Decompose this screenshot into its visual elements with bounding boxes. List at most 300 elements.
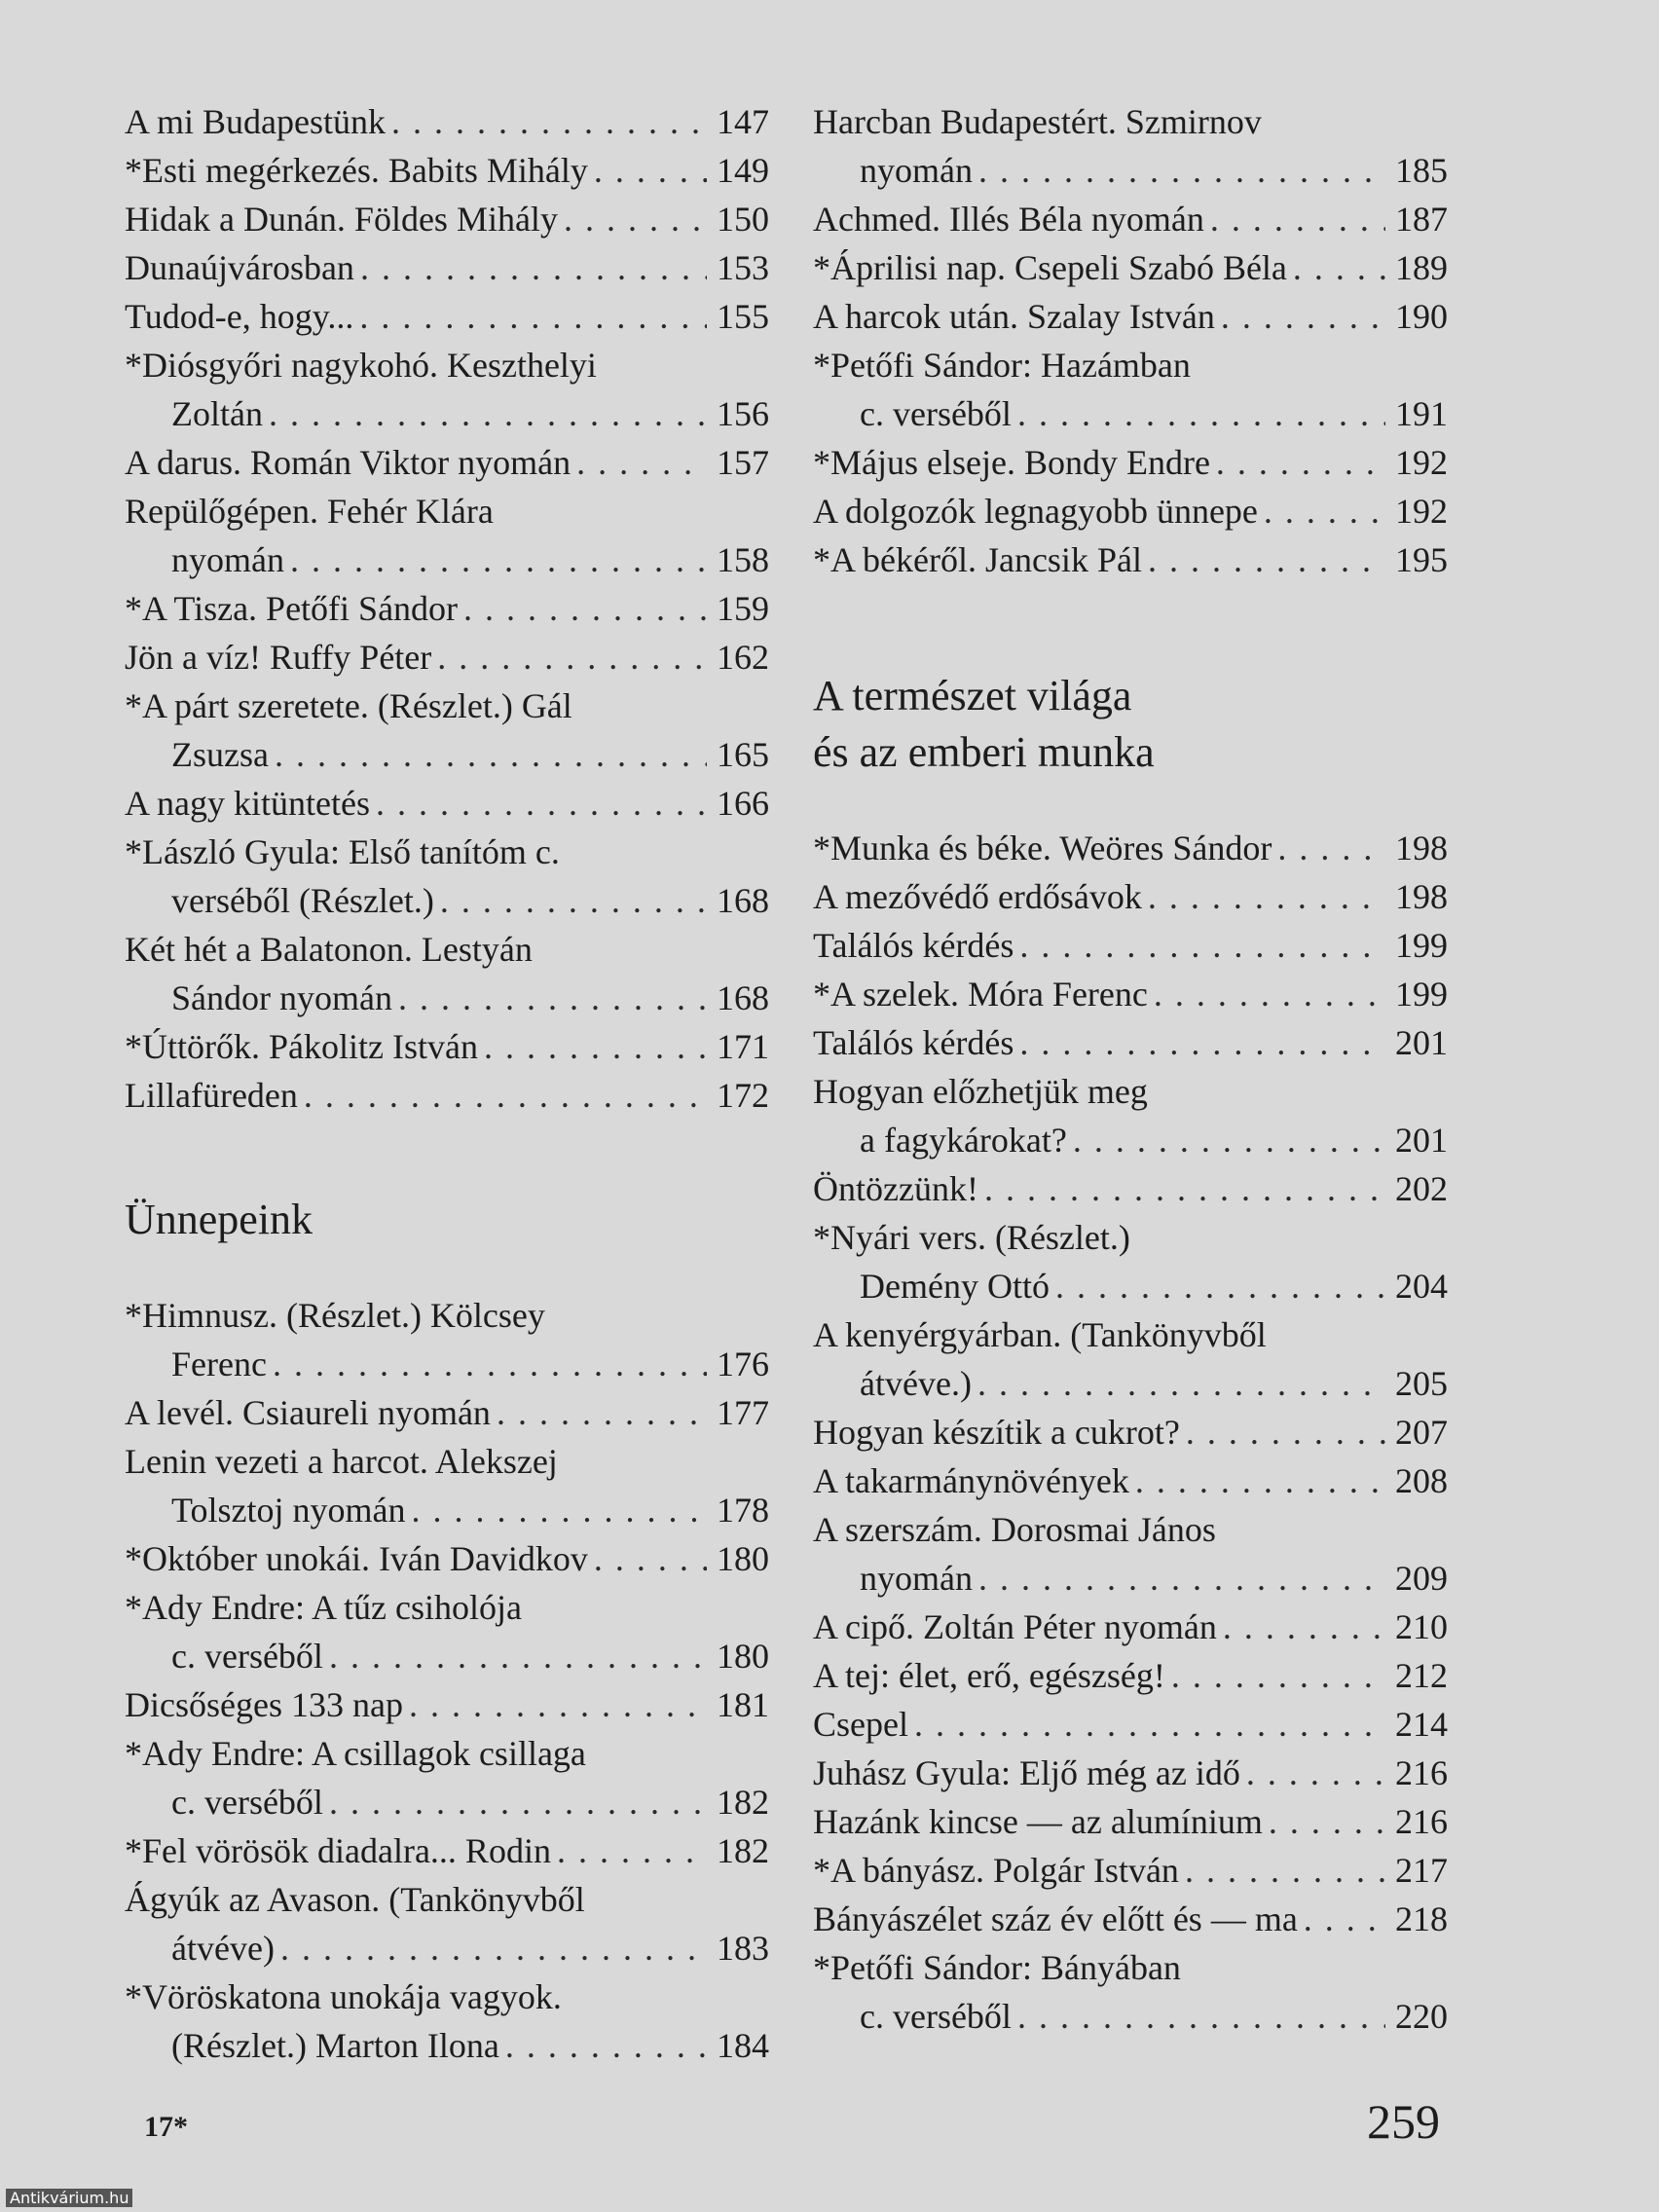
toc-entry (813, 487, 1448, 535)
toc-entry-title: *Petőfi Sándor: Hazámban (813, 346, 1191, 385)
toc-entry-line (813, 341, 1448, 389)
toc-entry-title: Juhász Gyula: Eljő még az idő (813, 1753, 1240, 1792)
toc-entry (125, 633, 769, 682)
toc-page-number: 168 (717, 881, 769, 920)
toc-page-number: 195 (1395, 540, 1448, 579)
dot-leader (411, 1486, 707, 1534)
toc-page-number: 207 (1395, 1413, 1448, 1452)
dot-leader (290, 535, 707, 584)
dot-leader (914, 1700, 1385, 1749)
toc-entry-title: A kenyérgyárban. (Tankönyvből (813, 1315, 1267, 1354)
dot-leader (984, 1164, 1385, 1213)
toc-entry (813, 535, 1448, 584)
toc-page-number: 156 (717, 394, 769, 433)
dot-leader (1293, 243, 1385, 292)
toc-list-top-right (813, 97, 1448, 584)
page-number: 259 (1367, 2094, 1440, 2149)
toc-entry (125, 1583, 769, 1680)
toc-entry-line (813, 146, 1448, 195)
toc-entry-title: verséből (Részlet.) (171, 881, 434, 920)
toc-entry-line (125, 146, 769, 195)
toc-entry (813, 1408, 1448, 1456)
toc-entry-line (813, 1262, 1448, 1310)
dot-leader (1223, 1603, 1385, 1651)
toc-entry (125, 828, 769, 925)
toc-entry-line (125, 535, 769, 584)
toc-entry-title: A takarmánynövények (813, 1461, 1129, 1500)
toc-entry (125, 1826, 769, 1875)
dot-leader (275, 730, 707, 779)
toc-entry-title: *Ady Endre: A csillagok csillaga (125, 1734, 586, 1773)
toc-entry (125, 1680, 769, 1729)
toc-entry-line (813, 1700, 1448, 1749)
toc-entry-title: A dolgozók legnagyobb ünnepe (813, 492, 1258, 531)
toc-entry-line (125, 730, 769, 779)
toc-entry-title: Hogyan előzhetjük meg (813, 1072, 1148, 1111)
toc-page-number: 202 (1395, 1169, 1448, 1208)
dot-leader (1171, 1651, 1385, 1700)
dot-leader (497, 1388, 707, 1437)
toc-entry-line (813, 535, 1448, 584)
toc-entry-line (813, 1164, 1448, 1213)
toc-entry (125, 1972, 769, 2070)
toc-entry-title: Dunaújvárosban (125, 248, 354, 287)
toc-page-number: 204 (1395, 1267, 1448, 1306)
toc-entry (813, 1700, 1448, 1749)
toc-entry (813, 1797, 1448, 1846)
toc-entry-line (125, 1826, 769, 1875)
toc-entry-line (125, 974, 769, 1022)
dot-leader (1073, 1116, 1385, 1164)
toc-page-number: 210 (1395, 1607, 1448, 1646)
toc-entry (125, 341, 769, 438)
toc-entry (125, 1388, 769, 1437)
toc-entry-title: Öntözzünk! (813, 1169, 978, 1208)
toc-entry-title: A szerszám. Dorosmai János (813, 1510, 1216, 1549)
toc-page-number: 184 (717, 2026, 769, 2065)
toc-entry-line (125, 1291, 769, 1340)
dot-leader (1019, 1018, 1385, 1067)
toc-list-termeszet (813, 824, 1448, 2041)
toc-entry-title: A tej: élet, erő, egészség! (813, 1656, 1165, 1695)
dot-leader (329, 1778, 707, 1826)
dot-leader (360, 243, 707, 292)
toc-entry-title: Jön a víz! Ruffy Péter (125, 638, 432, 677)
toc-entry-title: Tudod-e, hogy... (125, 297, 354, 336)
toc-entry (125, 682, 769, 779)
toc-entry-line (125, 1729, 769, 1778)
toc-page-number: 191 (1395, 394, 1448, 433)
toc-entry-title: c. verséből (860, 1997, 1012, 2036)
dot-leader (1019, 921, 1385, 970)
toc-page-number: 198 (1395, 877, 1448, 916)
toc-entry-line (813, 487, 1448, 535)
dot-leader (391, 97, 707, 146)
toc-entry (813, 1943, 1448, 2041)
toc-entry-title: *A békéről. Jancsik Pál (813, 540, 1142, 579)
toc-entry-line (813, 1749, 1448, 1797)
toc-entry-line (125, 1583, 769, 1632)
toc-entry-title: c. verséből (171, 1637, 323, 1676)
toc-entry-line (813, 1895, 1448, 1943)
toc-entry-title: A levél. Csiaureli nyomán (125, 1393, 491, 1432)
toc-entry-line (813, 195, 1448, 243)
toc-entry-title: *Áprilisi nap. Csepeli Szabó Béla (813, 248, 1287, 287)
toc-entry-line (125, 1632, 769, 1680)
dot-leader (484, 1022, 707, 1071)
dot-leader (576, 438, 707, 487)
toc-entry-line (125, 1680, 769, 1729)
toc-entry-title: átvéve) (171, 1929, 275, 1968)
dot-leader (1055, 1262, 1385, 1310)
toc-entry (813, 921, 1448, 970)
watermark: Antikvárium.hu (6, 2189, 132, 2207)
toc-page-number: 212 (1395, 1656, 1448, 1695)
toc-entry-title: Sándor nyomán (171, 978, 392, 1017)
toc-entry-line (813, 438, 1448, 487)
toc-entry-title: *László Gyula: Első tanítóm c. (125, 832, 560, 871)
toc-entry-title: *Ady Endre: A tűz csiholója (125, 1588, 522, 1627)
toc-entry-line (125, 779, 769, 828)
toc-entry (813, 1164, 1448, 1213)
toc-entry-title: *Október unokái. Iván Davidkov (125, 1539, 588, 1578)
toc-entry (125, 146, 769, 195)
toc-entry-line (125, 487, 769, 535)
toc-page-number: 201 (1395, 1023, 1448, 1062)
toc-page-number: 182 (717, 1831, 769, 1870)
toc-entry-line (813, 1018, 1448, 1067)
toc-entry-title: nyomán (860, 151, 973, 190)
toc-entry (125, 195, 769, 243)
dot-leader (1277, 824, 1385, 872)
toc-page-number: 216 (1395, 1802, 1448, 1841)
toc-entry (125, 97, 769, 146)
toc-entry-line (125, 195, 769, 243)
dot-leader (1246, 1749, 1385, 1797)
toc-entry-line (125, 876, 769, 925)
dot-leader (398, 974, 707, 1022)
toc-page-number: 168 (717, 978, 769, 1017)
toc-page-number: 149 (717, 151, 769, 190)
toc-entry-title: A nagy kitüntetés (125, 784, 370, 823)
toc-entry (813, 1310, 1448, 1408)
dot-leader (329, 1632, 707, 1680)
dot-leader (376, 779, 707, 828)
toc-entry-title: Repülőgépen. Fehér Klára (125, 492, 494, 531)
toc-entry-title: a fagykárokat? (860, 1121, 1067, 1160)
toc-entry-title: nyomán (860, 1559, 973, 1598)
toc-entry (125, 1022, 769, 1071)
toc-entry-line (125, 828, 769, 876)
toc-page-number: 180 (717, 1539, 769, 1578)
toc-entry-title: *Himnusz. (Részlet.) Kölcsey (125, 1296, 545, 1335)
toc-entry-title: c. verséből (860, 394, 1012, 433)
toc-page-number: 158 (717, 540, 769, 579)
toc-entry-title: Tolsztoj nyomán (171, 1491, 406, 1530)
toc-entry (813, 292, 1448, 341)
section-title-line2: és az emberi munka (813, 728, 1155, 776)
toc-entry-line (125, 1071, 769, 1120)
toc-entry-line (813, 1359, 1448, 1408)
toc-entry-line (125, 1388, 769, 1437)
toc-list-top-left (125, 97, 769, 1120)
toc-entry-line (813, 1408, 1448, 1456)
toc-entry-title: A cipő. Zoltán Péter nyomán (813, 1607, 1217, 1646)
toc-page-number: 198 (1395, 829, 1448, 867)
toc-entry-line (125, 292, 769, 341)
toc-entry-title: A mezővédő erdősávok (813, 877, 1142, 916)
dot-leader (557, 1826, 707, 1875)
toc-entry-line (813, 97, 1448, 146)
toc-entry-title: *Fel vörösök diadalra... Rodin (125, 1831, 551, 1870)
toc-entry-line (125, 1022, 769, 1071)
toc-entry-title: Találós kérdés (813, 926, 1014, 965)
toc-entry-title: c. verséből (171, 1783, 323, 1822)
toc-entry (813, 872, 1448, 921)
toc-entry (813, 1067, 1448, 1164)
toc-entry-title: *Munka és béke. Weöres Sándor (813, 829, 1272, 867)
dot-leader (1186, 1408, 1385, 1456)
toc-entry-line (813, 1213, 1448, 1262)
toc-page-number: 205 (1395, 1364, 1448, 1403)
dot-leader (978, 1554, 1385, 1603)
signature-mark: 17* (144, 2111, 188, 2143)
toc-list-unnepeink (125, 1291, 769, 2070)
toc-page-number: 180 (717, 1637, 769, 1676)
toc-page-number: 185 (1395, 151, 1448, 190)
toc-page-number: 159 (717, 589, 769, 628)
toc-entry (813, 1018, 1448, 1067)
toc-entry-title: Ágyúk az Avason. (Tankönyvből (125, 1880, 585, 1919)
toc-entry-line (813, 1846, 1448, 1895)
toc-entry-line (125, 1486, 769, 1534)
toc-page-number: 181 (717, 1685, 769, 1724)
toc-entry-title: Lillafüreden (125, 1076, 298, 1115)
dot-leader (273, 1340, 707, 1388)
toc-entry-line (125, 1875, 769, 1924)
toc-entry (125, 1291, 769, 1388)
toc-page-number: 199 (1395, 975, 1448, 1014)
toc-entry (813, 824, 1448, 872)
toc-entry (813, 1651, 1448, 1700)
toc-entry-title: Achmed. Illés Béla nyomán (813, 200, 1204, 239)
toc-page-number: 172 (717, 1076, 769, 1115)
toc-entry-line (813, 1505, 1448, 1554)
toc-page-number: 187 (1395, 200, 1448, 239)
toc-entry-title: *A bányász. Polgár István (813, 1851, 1179, 1890)
toc-entry-title: *Diósgyőri nagykohó. Keszthelyi (125, 346, 597, 385)
toc-entry-title: *Esti megérkezés. Babits Mihály (125, 151, 588, 190)
toc-entry-title: *A Tisza. Petőfi Sándor (125, 589, 459, 628)
dot-leader (1017, 1992, 1385, 2041)
dot-leader (1185, 1846, 1385, 1895)
toc-entry-line (125, 97, 769, 146)
toc-entry-line (125, 389, 769, 438)
toc-entry-line (813, 1943, 1448, 1992)
dot-leader (594, 146, 707, 195)
toc-entry-title: *Úttörők. Pákolitz István (125, 1027, 478, 1066)
toc-entry-title: Lenin vezeti a harcot. Alekszej (125, 1442, 558, 1481)
toc-entry-title: Találós kérdés (813, 1023, 1014, 1062)
toc-entry-line (813, 1067, 1448, 1116)
dot-leader (505, 2021, 707, 2070)
dot-leader (1154, 970, 1385, 1018)
toc-entry-title: *Petőfi Sándor: Bányában (813, 1948, 1181, 1987)
toc-entry-title: Csepel (813, 1705, 908, 1744)
toc-entry (125, 1534, 769, 1583)
toc-entry (125, 779, 769, 828)
toc-entry-line (813, 243, 1448, 292)
toc-entry-title: *Vöröskatona unokája vagyok. (125, 1977, 562, 2016)
toc-entry-title: Ferenc (171, 1345, 267, 1383)
toc-entry-title: Bányászélet száz év előtt és — ma (813, 1899, 1298, 1938)
toc-page-number: 162 (717, 638, 769, 677)
toc-entry (813, 1603, 1448, 1651)
toc-entry-line (125, 1778, 769, 1826)
toc-page-number: 182 (717, 1783, 769, 1822)
toc-entry-title: Demény Ottó (860, 1267, 1050, 1306)
dot-leader (977, 1359, 1385, 1408)
right-column (813, 97, 1448, 2041)
toc-entry-title: Harcban Budapestért. Szmirnov (813, 102, 1262, 141)
left-column (125, 97, 769, 2070)
toc-entry-line (125, 1340, 769, 1388)
toc-entry-title: *Május elseje. Bondy Endre (813, 443, 1210, 482)
toc-entry (813, 1456, 1448, 1505)
toc-page-number: 150 (717, 200, 769, 239)
toc-entry-line (125, 584, 769, 633)
toc-entry-title: *A szelek. Móra Ferenc (813, 975, 1148, 1014)
toc-entry (813, 97, 1448, 195)
toc-entry-title: Zoltán (171, 394, 263, 433)
toc-entry-title: átvéve.) (860, 1364, 972, 1403)
toc-entry-line (813, 1797, 1448, 1846)
dot-leader (280, 1924, 707, 1972)
dot-leader (1269, 1797, 1385, 1846)
toc-page-number: 192 (1395, 443, 1448, 482)
toc-entry-title: (Részlet.) Marton Ilona (171, 2026, 499, 2065)
toc-entry (125, 925, 769, 1022)
toc-page-number: 178 (717, 1491, 769, 1530)
toc-entry-line (125, 1534, 769, 1583)
toc-entry-title: Hazánk kincse — az alumínium (813, 1802, 1263, 1841)
toc-page-number: 171 (717, 1027, 769, 1066)
toc-entry-line (125, 341, 769, 389)
toc-page-number: 176 (717, 1345, 769, 1383)
toc-entry-line (813, 389, 1448, 438)
section-title-termeszet (813, 668, 1448, 781)
toc-entry (813, 195, 1448, 243)
toc-page-number: 208 (1395, 1461, 1448, 1500)
dot-leader (594, 1534, 707, 1583)
toc-page-number: 216 (1395, 1753, 1448, 1792)
dot-leader (269, 389, 707, 438)
toc-page-number: 192 (1395, 492, 1448, 531)
dot-leader (437, 633, 707, 682)
toc-page-number: 147 (717, 102, 769, 141)
dot-leader (1221, 292, 1385, 341)
toc-entry-title: A harcok után. Szalay István (813, 297, 1215, 336)
toc-page-number: 209 (1395, 1559, 1448, 1598)
dot-leader (978, 146, 1385, 195)
toc-entry (125, 1729, 769, 1826)
toc-entry (125, 1071, 769, 1120)
toc-entry-line (125, 1437, 769, 1486)
toc-page-number: 157 (717, 443, 769, 482)
toc-page-number: 190 (1395, 297, 1448, 336)
toc-entry-title: Két hét a Balatonon. Lestyán (125, 930, 533, 969)
toc-entry-title: A mi Budapestünk (125, 102, 386, 141)
toc-entry-title: Hogyan készítik a cukrot? (813, 1413, 1180, 1452)
toc-entry-line (125, 1924, 769, 1972)
dot-leader (359, 292, 707, 341)
dot-leader (1304, 1895, 1385, 1943)
toc-entry-line (813, 970, 1448, 1018)
dot-leader (440, 876, 707, 925)
toc-page-number: 189 (1395, 248, 1448, 287)
toc-entry-title: Zsuzsa (171, 735, 269, 774)
toc-entry (813, 438, 1448, 487)
dot-leader (1135, 1456, 1385, 1505)
toc-entry (125, 584, 769, 633)
toc-entry (813, 341, 1448, 438)
dot-leader (1148, 535, 1385, 584)
toc-entry-line (813, 1310, 1448, 1359)
dot-leader (564, 195, 707, 243)
toc-entry-line (813, 1992, 1448, 2041)
toc-page-number: 165 (717, 735, 769, 774)
toc-entry-line (125, 633, 769, 682)
dot-leader (409, 1680, 707, 1729)
toc-page-number: 177 (717, 1393, 769, 1432)
section-title-unnepeink: Ünnepeink (125, 1196, 313, 1243)
dot-leader (1017, 389, 1385, 438)
toc-entry-title: *Nyári vers. (Részlet.) (813, 1218, 1130, 1257)
toc-entry-line (813, 1554, 1448, 1603)
toc-entry-line (813, 1603, 1448, 1651)
toc-entry-line (125, 682, 769, 730)
toc-entry (125, 292, 769, 341)
toc-entry (813, 243, 1448, 292)
toc-page-number: 155 (717, 297, 769, 336)
toc-entry (125, 438, 769, 487)
toc-entry-title: *A párt szeretete. (Részlet.) Gál (125, 686, 572, 725)
toc-entry-title: A darus. Román Viktor nyomán (125, 443, 571, 482)
toc-entry-line (813, 921, 1448, 970)
dot-leader (304, 1071, 707, 1120)
toc-page-number: 218 (1395, 1899, 1448, 1938)
toc-entry (813, 1895, 1448, 1943)
toc-page-number: 217 (1395, 1851, 1448, 1890)
toc-entry-title: Hidak a Dunán. Földes Mihály (125, 200, 558, 239)
toc-entry (125, 1875, 769, 1972)
toc-entry-title: nyomán (171, 540, 284, 579)
toc-entry (813, 1846, 1448, 1895)
toc-entry (125, 1437, 769, 1534)
toc-entry-title: Dicsőséges 133 nap (125, 1685, 403, 1724)
toc-entry-line (125, 925, 769, 974)
dot-leader (1210, 195, 1385, 243)
dot-leader (1148, 872, 1385, 921)
toc-page-number: 153 (717, 248, 769, 287)
toc-entry-line (813, 1456, 1448, 1505)
toc-entry (125, 243, 769, 292)
toc-page-number: 220 (1395, 1997, 1448, 2036)
dot-leader (1264, 487, 1385, 535)
toc-entry-line (125, 243, 769, 292)
section-title-line1: A természet világa (813, 672, 1132, 719)
toc-page-number: 183 (717, 1929, 769, 1968)
